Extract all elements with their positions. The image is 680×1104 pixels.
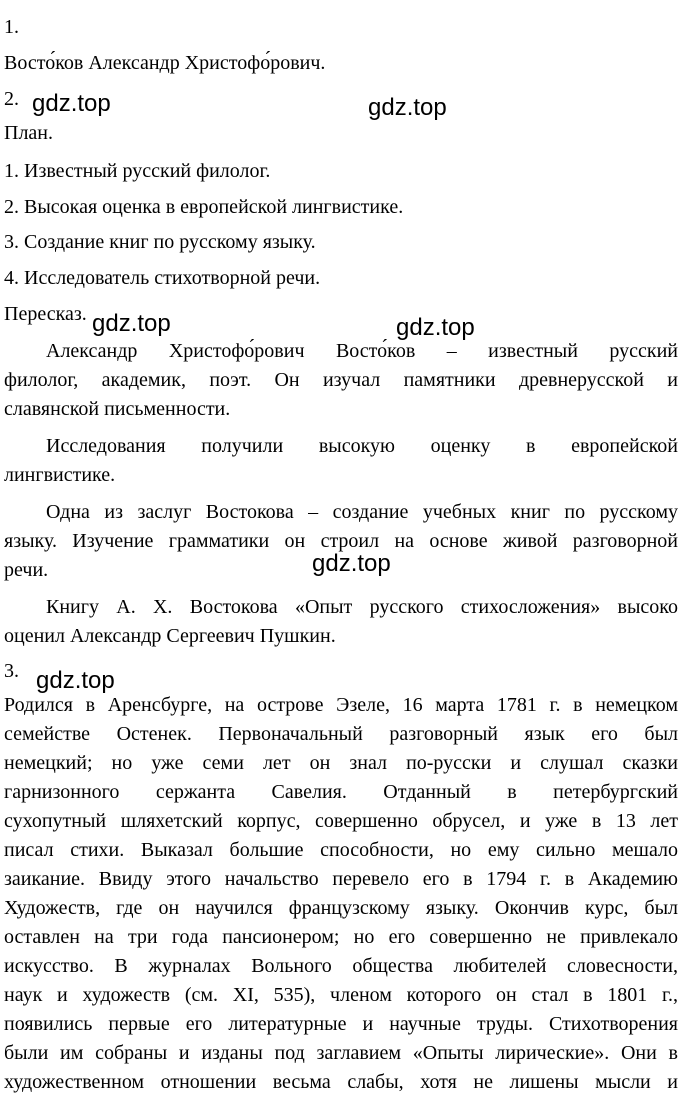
- biography-line: появились первые его литературные и научные труды. Стихотворения: [4, 1013, 678, 1035]
- biography-line: были им собраны и изданы под заглавием «Опыты лирические». Они в: [4, 1042, 678, 1064]
- biography-line: Художеств, где он научился французскому языку. Окончив курс, был: [4, 897, 678, 919]
- watermark: gdz.top: [368, 94, 447, 121]
- plan-item: 4. Исследователь стихотворной речи.: [4, 267, 321, 289]
- watermark: gdz.top: [92, 310, 171, 337]
- paragraph-line: речи.: [4, 559, 49, 581]
- biography-line: Родился в Аренсбурге, на острове Эзеле, 16 марта 1781 г. в немецком: [4, 694, 678, 716]
- biography-line: гарнизонного сержанта Савелия. Отданный в петербургский: [4, 781, 678, 803]
- biography-line: сухопутный шляхетский корпус, совершенно обрусел, и уже в 13 лет: [4, 810, 678, 832]
- plan-item: 3. Создание книг по русскому языку.: [4, 231, 316, 253]
- plan-item: 2. Высокая оценка в европейской лингвистике.: [4, 196, 404, 218]
- biography-line: оставлен на три года пансионером; но его совершенно не привлекало: [4, 926, 678, 948]
- watermark: gdz.top: [396, 314, 475, 341]
- watermark: gdz.top: [32, 90, 111, 117]
- biography-line: немецкий; но уже семи лет он знал по-русски и слушал сказки: [4, 752, 678, 774]
- paragraph-line: Исследования получили высокую оценку в европейской: [46, 435, 678, 457]
- paragraph-line: оценил Александр Сергеевич Пушкин.: [4, 625, 336, 647]
- section-3-number: 3.: [4, 660, 19, 682]
- biography-line: искусство. В журналах Вольного общества любителей словесности,: [4, 955, 678, 977]
- biography-line: заикание. Ввиду этого начальство перевело его в 1794 г. в Академию: [4, 868, 678, 890]
- plan-item: 1. Известный русский филолог.: [4, 160, 271, 182]
- paragraph-line: Одна из заслуг Востокова – создание учебных книг по русскому: [46, 501, 678, 523]
- paragraph-line: Книгу А. Х. Востокова «Опыт русского стихосложения» высоко: [46, 596, 678, 618]
- paragraph-line: лингвистике.: [4, 464, 116, 486]
- section-1-number: 1.: [4, 16, 19, 38]
- author-name: Восто́ков Александр Христофо́рович.: [4, 52, 326, 74]
- biography-line: наук и художеств (см. XI, 535), членом которого он стал в 1801 г.,: [4, 984, 678, 1006]
- plan-heading: План.: [4, 122, 54, 144]
- section-2-number: 2.: [4, 88, 19, 110]
- paragraph-line: языку. Изучение грамматики он строил на основе живой разговорной: [4, 530, 678, 552]
- paragraph-line: Александр Христофо́рович Восто́ков – известный русский: [46, 340, 678, 362]
- biography-line: художественном отношении весьма слабы, хотя не лишены мысли и: [4, 1071, 678, 1093]
- watermark: gdz.top: [36, 667, 115, 694]
- paragraph-line: филолог, академик, поэт. Он изучал памятники древнерусской и: [4, 369, 678, 391]
- watermark: gdz.top: [312, 550, 391, 577]
- biography-line: семействе Остенек. Первоначальный разговорный язык его был: [4, 723, 678, 745]
- paragraph-line: славянской письменности.: [4, 398, 231, 420]
- biography-line: писал стихи. Выказал большие способности, но ему сильно мешало: [4, 839, 678, 861]
- retelling-heading: Пересказ.: [4, 303, 87, 325]
